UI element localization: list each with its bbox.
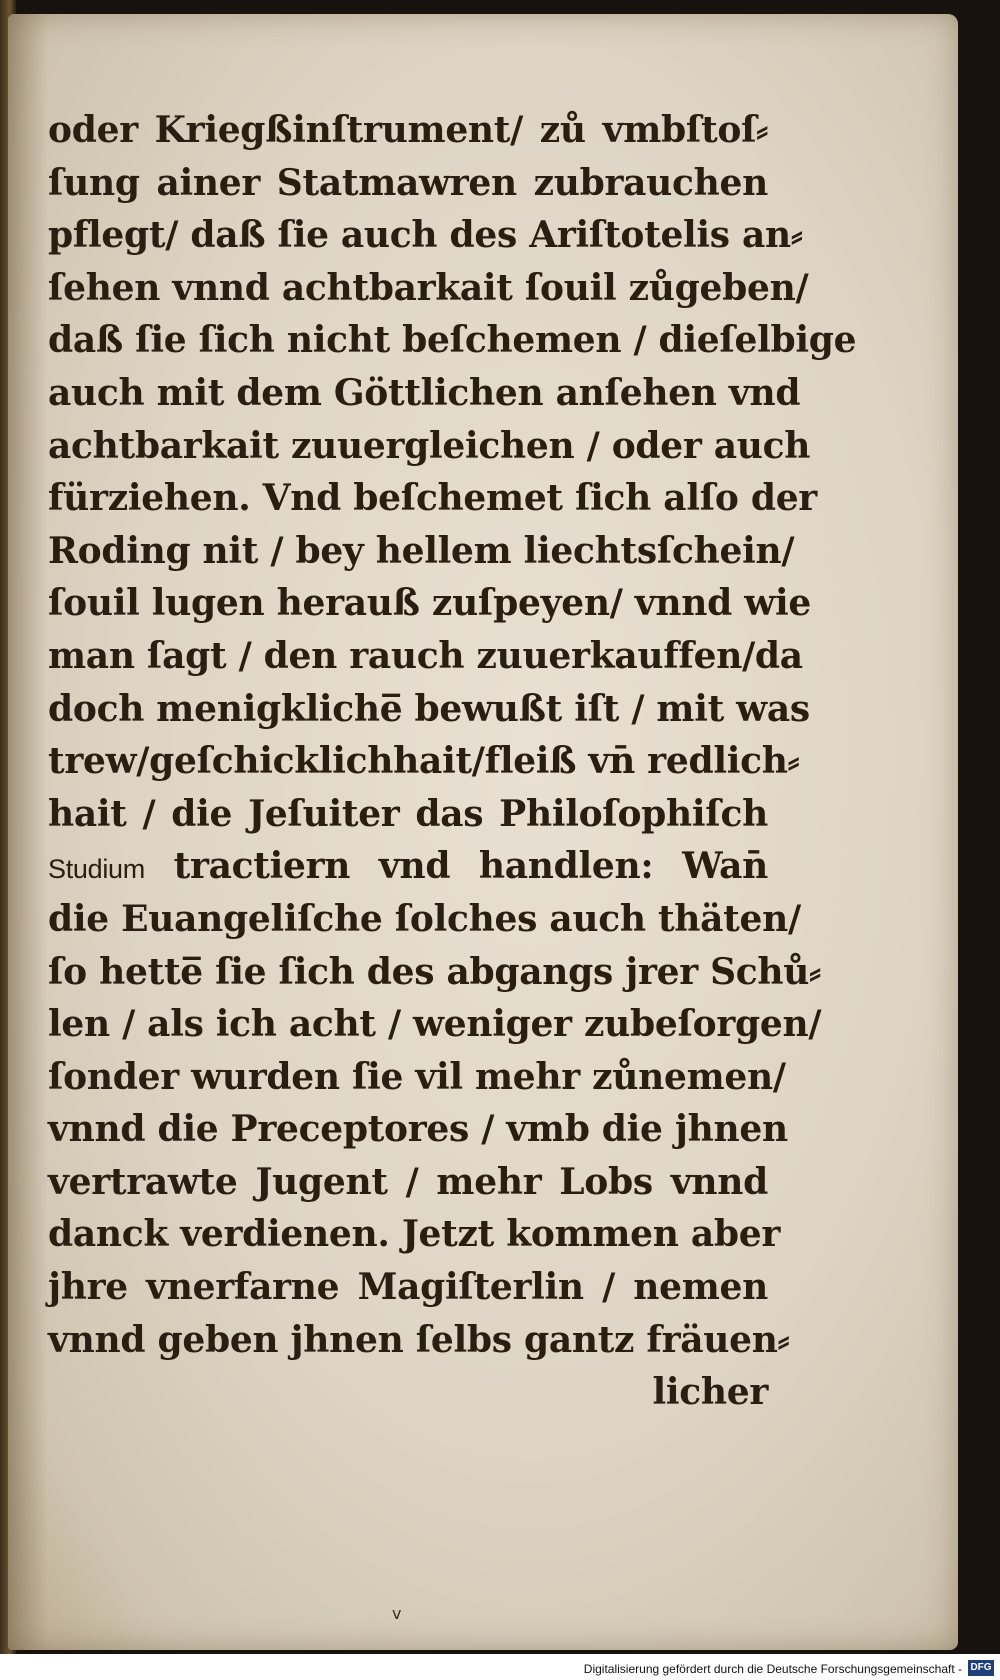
text-line: ſonder wurden ſie vil mehr zůnemen/ bbox=[48, 1055, 786, 1098]
text-line-mixed bbox=[48, 840, 768, 893]
dfg-logo-icon: DFG bbox=[968, 1660, 994, 1676]
text-line: hait / die Jeſuiter das Philoſophiſch bbox=[48, 792, 768, 835]
text-line: oder Kriegßinſtrument/ zů vmbſtoſ⸗ bbox=[48, 109, 768, 151]
book-page bbox=[8, 14, 958, 1650]
text-line: doch menigkliche̅ bewußt iſt / mit was bbox=[48, 687, 810, 730]
latin-word: Studium bbox=[48, 854, 145, 885]
text-line: Roding nit / bey hellem liechtsſchein/ bbox=[48, 529, 795, 572]
text-line: die Euangeliſche ſolches auch thäten/ bbox=[48, 897, 801, 940]
signature-mark: v bbox=[392, 1604, 402, 1623]
footer-credit: Digitalisierung gefördert durch die Deutsche Forschungsgemeinschaft - bbox=[583, 1662, 962, 1676]
catchword: licher bbox=[652, 1371, 768, 1414]
text-line: auch mit dem Göttlichen anſehen vnd bbox=[48, 371, 801, 414]
text-line: fürziehen. Vnd beſchemet ſich alſo der bbox=[48, 477, 817, 520]
text-line: vertrawte Jugent / mehr Lobs vnnd bbox=[48, 1160, 768, 1203]
text-line: trew/geſchicklichhait/fleiß vn̄ redlich⸗ bbox=[48, 740, 800, 783]
text-line-rest: tractiern vnd handlen: Wan̄ bbox=[173, 845, 768, 888]
text-line: achtbarkait zuuergleichen / oder auch bbox=[48, 424, 811, 467]
text-line: ſung ainer Statmawren zubrauchen bbox=[48, 161, 768, 204]
text-line: ſehen vnnd achtbarkait ſouil zůgeben/ bbox=[48, 266, 809, 309]
text-block bbox=[48, 104, 857, 1419]
page-gutter-shadow bbox=[8, 14, 48, 1650]
text-line: pflegt/ daß ſie auch des Ariſtotelis an⸗ bbox=[48, 214, 803, 257]
text-line: vnnd geben jhnen ſelbs gantz fräuen⸗ bbox=[48, 1318, 790, 1361]
text-line: ſouil lugen herauß zuſpeyen/ vnnd wie bbox=[48, 582, 811, 625]
text-line: daß ſie ſich nicht beſchemen / dieſelbige bbox=[48, 319, 857, 362]
text-line: jhre vnerfarne Magiſterlin / nemen bbox=[48, 1266, 768, 1309]
text-line: danck verdienen. Jetzt kommen aber bbox=[48, 1213, 781, 1256]
text-line: ſo hette̅ ſie ſich des abgangs jrer Schů⸗ bbox=[48, 950, 821, 993]
footer-bar bbox=[0, 1654, 1000, 1680]
text-line: len / als ich acht / weniger zubeſorgen/ bbox=[48, 1003, 822, 1046]
text-line: man ſagt / den rauch zuuerkauffen/da bbox=[48, 634, 803, 677]
text-line: vnnd die Preceptores / vmb die jhnen bbox=[48, 1108, 788, 1151]
